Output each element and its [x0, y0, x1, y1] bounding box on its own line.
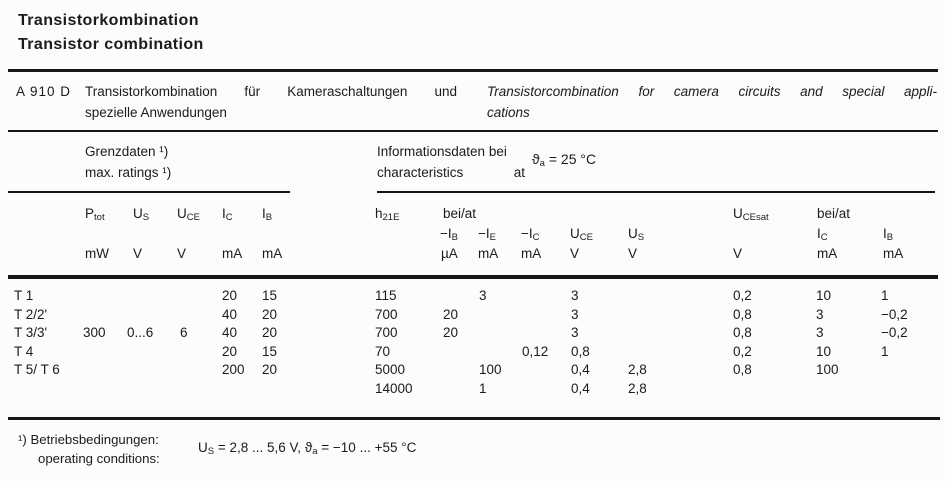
data-cell: 20: [222, 343, 238, 359]
data-cell: 10: [816, 343, 832, 359]
data-cell: 20: [222, 288, 238, 303]
data-cell: 40: [222, 306, 238, 322]
col-unit-ic-sat: mA: [817, 246, 838, 261]
section-info-en: [377, 162, 525, 183]
col-unit-us: V: [133, 246, 143, 261]
section-limits-de: Grenzdaten ¹): [85, 144, 169, 159]
data-cell: 0,8: [733, 306, 752, 322]
col-header-ib-sat: $I_B$: [883, 226, 894, 243]
col-unit-ic: mA: [222, 246, 243, 261]
product-desc-en-line2: cations: [487, 105, 530, 120]
data-cell: 40: [222, 325, 238, 341]
data-cell: 0,12: [522, 343, 549, 359]
data-cell: −0,2: [881, 306, 908, 322]
data-cell: 14000: [375, 381, 413, 396]
data-cell: 0,8: [571, 343, 590, 359]
row-label: T 3/3': [14, 325, 48, 341]
footnote-formula: $U_S = 2,8$ ... 5,6 V, $ϑ_a = -10$ ... +55 °C: [198, 440, 417, 457]
data-cell: 15: [262, 343, 278, 359]
col-header-us-meas: $U_S$: [628, 226, 645, 243]
data-cell: 20: [262, 325, 278, 341]
data-cell: 2,8: [628, 381, 647, 396]
col-header-minus-ib: $-I_B$: [440, 226, 458, 243]
divider-product: [8, 130, 938, 132]
data-cell: 6: [180, 325, 188, 341]
table-row: [0, 288, 945, 307]
data-cell: 20: [262, 362, 278, 378]
page-title-en: Transistor combination: [18, 36, 204, 53]
footnote-line-en: operating conditions:: [38, 451, 160, 466]
data-cell: 115: [375, 288, 397, 303]
group-header-bei-at-mid: bei/at: [443, 206, 477, 221]
row-label: T 4: [14, 343, 34, 359]
col-unit-ptot: mW: [85, 246, 109, 261]
data-cell: 300: [83, 325, 106, 341]
data-cell: 3: [571, 325, 579, 341]
col-unit-uce-meas: V: [570, 246, 580, 261]
data-cell: 3: [816, 306, 824, 322]
row-label: T 5/ T 6: [14, 362, 60, 378]
table-row: [0, 381, 945, 400]
table-row: [0, 344, 945, 363]
col-unit-uce: V: [177, 246, 187, 261]
col-unit-minus-ic: mA: [521, 246, 542, 261]
product-desc-en-line1: Transistorcombination for camera circuits and special appli-: [487, 84, 937, 99]
data-cell: 15: [262, 288, 278, 303]
col-unit-ib-sat: mA: [883, 246, 904, 261]
col-header-ib: $I_B$: [262, 206, 273, 223]
product-desc-de-line1: Transistorkombination für Kameraschaltungen und: [85, 84, 457, 99]
data-cell: 1: [479, 381, 487, 396]
divider-header-thick: [8, 275, 938, 279]
col-header-ic: $I_C$: [222, 206, 233, 223]
col-header-ucesat: $U_{CEsat}$: [733, 206, 769, 223]
data-cell: 2,8: [628, 362, 647, 378]
data-cell: 0,8: [733, 362, 752, 378]
data-cell: 20: [443, 306, 459, 322]
data-cell: 5000: [375, 362, 406, 378]
data-cell: 3: [571, 306, 579, 322]
section-info-de: Informationsdaten bei: [377, 144, 507, 159]
divider-top: [8, 69, 938, 72]
group-header-bei-at-right: bei/at: [817, 206, 851, 221]
data-cell: 200: [222, 362, 245, 378]
section-limits-en: max. ratings ¹): [85, 165, 172, 180]
col-header-us: $U_S$: [133, 206, 150, 223]
data-cell: 20: [443, 325, 459, 341]
data-cell: 100: [479, 362, 502, 378]
data-cell: −0,2: [881, 325, 908, 341]
col-unit-us-meas: V: [628, 246, 638, 261]
table-row: [0, 325, 945, 344]
data-cell: 1: [881, 343, 889, 359]
data-cell: 20: [262, 306, 278, 322]
page-title-de: Transistorkombination: [18, 12, 199, 29]
data-cell: 0,2: [733, 343, 752, 359]
data-cell: 100: [816, 362, 839, 378]
data-cell: 0,4: [571, 381, 590, 396]
col-header-uce: $U_{CE}$: [177, 206, 200, 223]
table-body: [0, 288, 945, 418]
col-unit-minus-ie: mA: [478, 246, 499, 261]
section-info-at-word: at: [513, 165, 525, 180]
col-header-ic-sat: $I_C$: [817, 226, 828, 243]
data-cell: 0,2: [733, 288, 752, 303]
data-cell: 700: [375, 325, 398, 341]
table-row: [0, 307, 945, 326]
data-cell: 70: [375, 343, 391, 359]
data-cell: 0,4: [571, 362, 590, 378]
section-info-en-word: characteristics: [377, 165, 464, 180]
col-header-h21e: $h_{21E}$: [375, 206, 400, 223]
col-header-ptot: $P_{tot}$: [85, 206, 105, 223]
col-unit-ib: mA: [262, 246, 283, 261]
divider-limits: [8, 191, 290, 193]
data-cell: 3: [816, 325, 824, 341]
data-cell: 3: [479, 288, 487, 303]
data-cell: 10: [816, 288, 832, 303]
data-cell: 1: [881, 288, 889, 303]
footnote-conditions: [18, 430, 160, 468]
ambient-temperature: $ϑ_a = 25$ °C: [532, 151, 597, 169]
data-cell: 700: [375, 306, 398, 322]
divider-info: [377, 191, 935, 193]
data-cell: 0...6: [127, 325, 154, 341]
col-unit-ucesat: V: [733, 246, 743, 261]
row-label: T 1: [14, 288, 34, 303]
data-cell: 3: [571, 288, 579, 303]
col-header-uce-meas: $U_{CE}$: [570, 226, 593, 243]
product-code: A 910 D: [16, 84, 72, 99]
col-header-minus-ic: $-I_C$: [521, 226, 540, 243]
row-label: T 2/2': [14, 306, 48, 322]
col-header-minus-ie: $-I_E$: [478, 226, 496, 243]
data-cell: 0,8: [733, 325, 752, 341]
product-desc-de-line2: spezielle Anwendungen: [85, 105, 227, 120]
table-row: [0, 362, 945, 381]
col-unit-minus-ib: µA: [441, 246, 458, 261]
footnote-line-de: ¹) Betriebsbedingungen:: [18, 432, 159, 447]
